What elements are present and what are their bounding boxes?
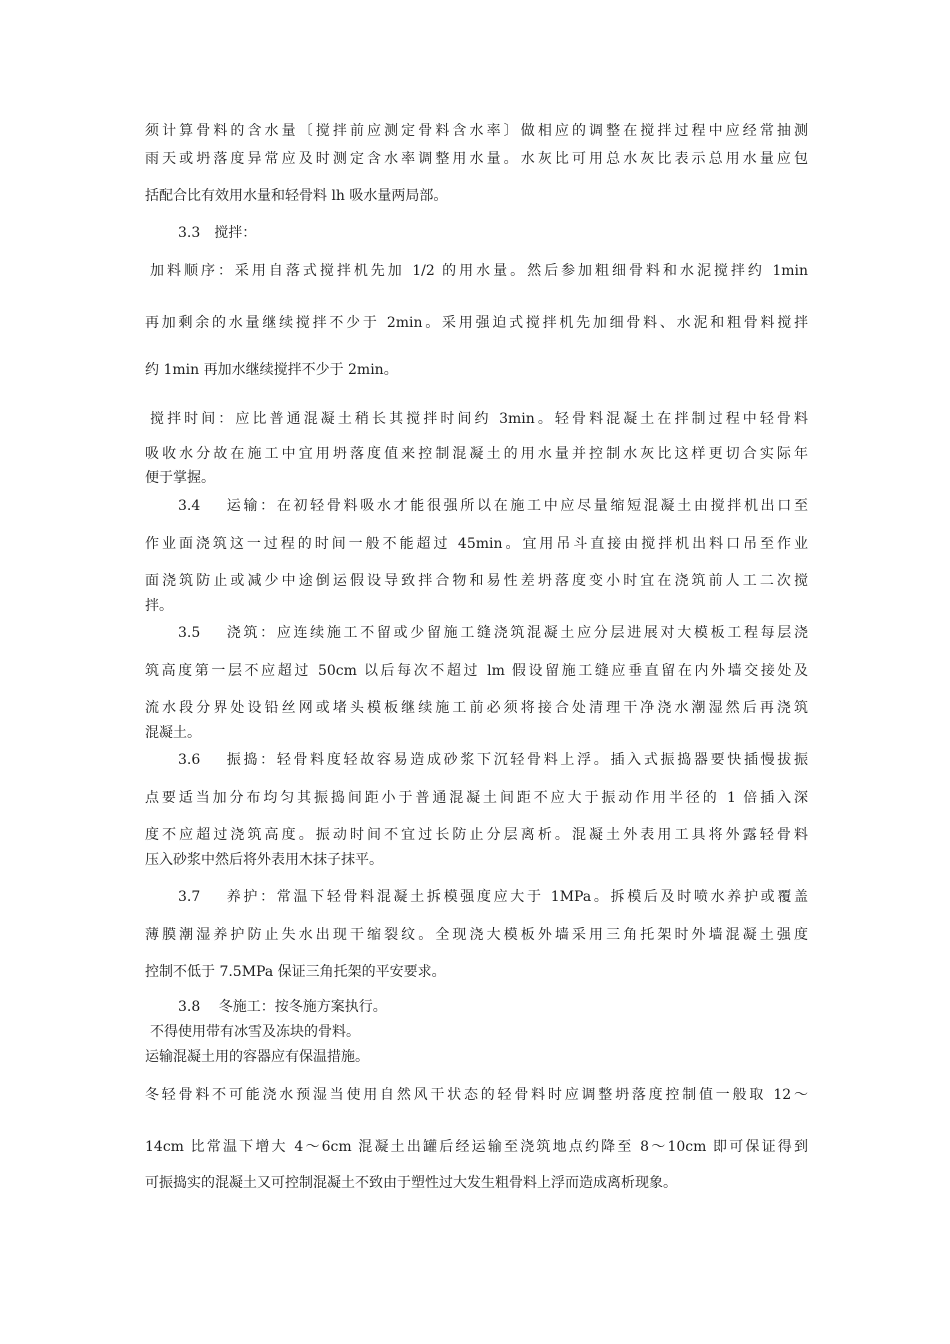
section-heading: 3.3 搅拌： — [178, 225, 257, 241]
text-line: 加料顺序：采用自落式搅拌机先加 1/2 的用水量。然后参加粗细骨料和水泥搅拌约 1min — [150, 263, 808, 279]
text-line: 不得使用带有冰雪及冻块的骨料。 — [150, 1024, 360, 1040]
section-text-line: 3.6 振捣：轻骨料度轻故容易造成砂浆下沉轻骨料上浮。插入式振捣器要快插慢拔振 — [178, 752, 808, 768]
text-line: 筑高度第一层不应超过 50cm 以后每次不超过 lm 假设留施工缝应垂直留在内外墙交接处及 — [145, 663, 808, 679]
section-text-line: 3.4 运输：在初轻骨料吸水才能很强所以在施工中应尽量缩短混凝土由搅拌机出口至 — [178, 498, 808, 514]
text-line: 冬轻骨料不可能浇水预湿当使用自然风干状态的轻骨料时应调整坍落度控制值一般取 12～ — [145, 1087, 808, 1103]
text-line: 混凝土。 — [145, 725, 201, 741]
section-text-line: 3.7 养护：常温下轻骨料混凝土拆模强度应大于 1MPa。拆模后及时喷水养护或覆盖 — [178, 889, 808, 905]
text-line: 搅拌时间：应比普通混凝土稍长其搅拌时间约 3min。轻骨料混凝土在拌制过程中轻骨料 — [150, 411, 808, 427]
text-line: 点要适当加分布均匀其振捣间距小于普通混凝土间距不应大于振动作用半径的 1 倍插入深 — [145, 790, 808, 806]
text-line: 度不应超过浇筑高度。振动时间不宜过长防止分层离析。混凝土外表用工具将外露轻骨料 — [145, 827, 808, 843]
text-line: 便于掌握。 — [145, 470, 215, 486]
text-line: 括配合比有效用水量和轻骨料 lh 吸水量两局部。 — [145, 188, 448, 204]
section-text-line: 3.8 冬施工：按冬施方案执行。 — [178, 999, 387, 1015]
text-line: 作业面浇筑这一过程的时间一般不能超过 45min。宜用吊斗直接由搅拌机出料口吊至作业 — [145, 536, 808, 552]
text-line: 压入砂浆中然后将外表用木抹子抹平。 — [145, 852, 383, 868]
text-line: 薄膜潮湿养护防止失水出现干缩裂纹。全现浇大模板外墙采用三角托架时外墙混凝土强度 — [145, 927, 808, 943]
text-line: 控制不低于 7.5MPa 保证三角托架的平安要求。 — [145, 964, 446, 980]
text-line: 流水段分界处设铅丝网或堵头模板继续施工前必须将接合处清理干净浇水潮湿然后再浇筑 — [145, 700, 808, 716]
text-line: 须计算骨料的含水量〔搅拌前应测定骨料含水率〕做相应的调整在搅拌过程中应经常抽测 — [145, 123, 808, 139]
text-line: 吸收水分故在施工中宜用坍落度值来控制混凝土的用水量并控制水灰比这样更切合实际年 — [145, 446, 808, 462]
text-line: 14cm 比常温下增大 4～6cm 混凝土出罐后经运输至浇筑地点约降至 8～10cm 即可保证得到 — [145, 1139, 808, 1155]
section-text-line: 3.5 浇筑：应连续施工不留或少留施工缝浇筑混凝土应分层进展对大模板工程每层浇 — [178, 625, 808, 641]
text-line: 拌。 — [145, 598, 173, 614]
text-line: 运输混凝土用的容器应有保温措施。 — [145, 1049, 369, 1065]
text-line: 可振捣实的混凝土又可控制混凝土不致由于塑性过大发生粗骨料上浮而造成离析现象。 — [145, 1175, 677, 1191]
text-line: 雨天或坍落度异常应及时测定含水率调整用水量。水灰比可用总水灰比表示总用水量应包 — [145, 151, 808, 167]
text-line: 再加剩余的水量继续搅拌不少于 2min。采用强迫式搅拌机先加细骨料、水泥和粗骨料搅拌 — [145, 315, 808, 331]
text-line: 面浇筑防止或减少中途倒运假设导致拌合物和易性差坍落度变小时宜在浇筑前人工二次搅 — [145, 573, 808, 589]
text-line: 约 1min 再加水继续搅拌不少于 2min。 — [145, 362, 398, 378]
